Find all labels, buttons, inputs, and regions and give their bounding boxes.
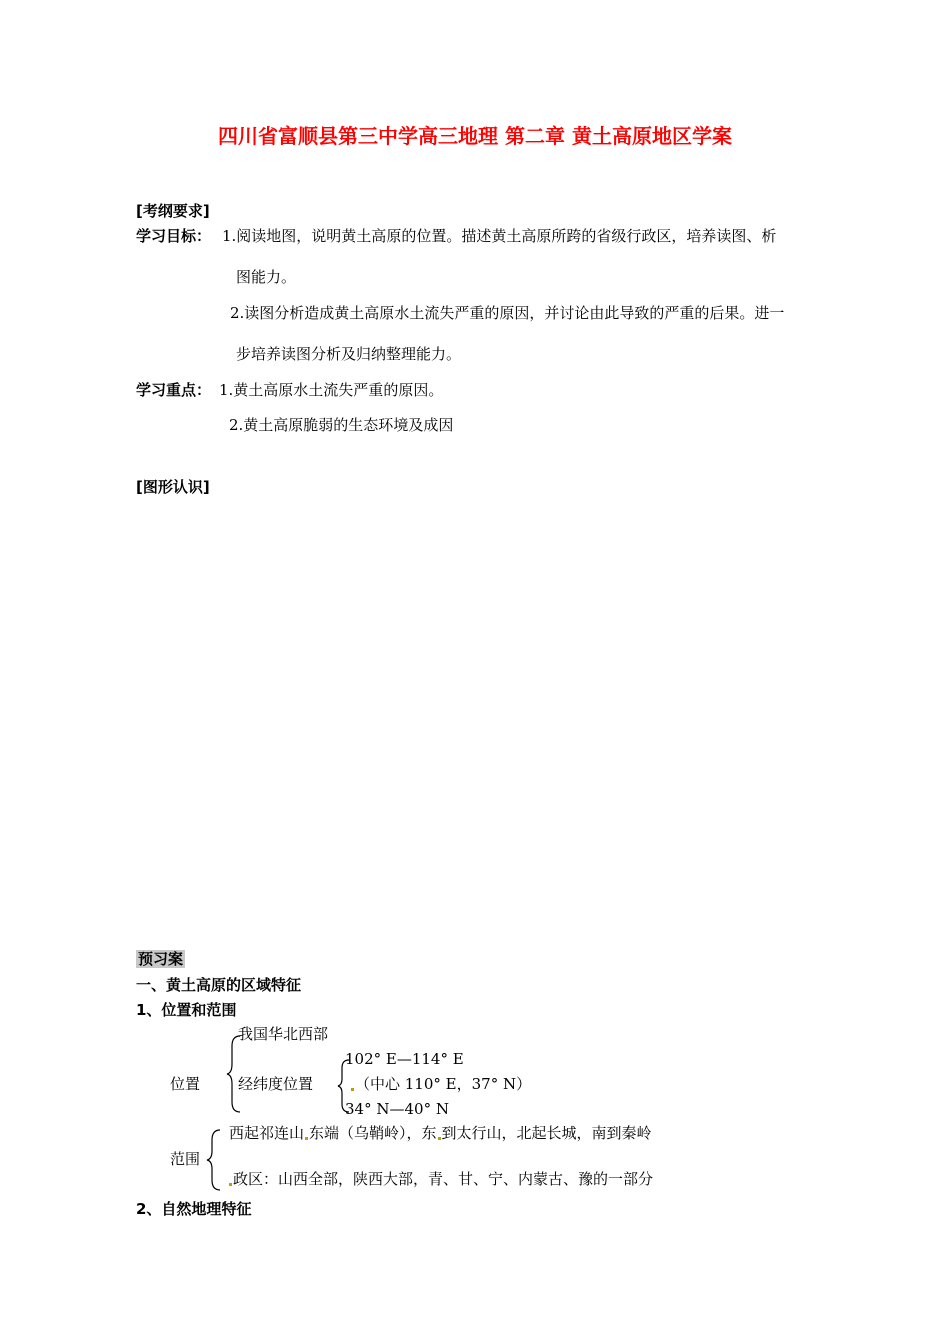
sub1-heading: 1、位置和范围: [136, 1001, 237, 1019]
section1-heading: 一、黄土高原的区域特征: [136, 976, 302, 994]
range-item2-row: [228, 1170, 653, 1188]
position-item1: 我国华北西部: [238, 1025, 329, 1043]
mark-dot: [229, 1183, 232, 1186]
lonlat-center: （中心 110° E，37° N）: [355, 1075, 532, 1093]
goals-label: 学习目标：: [136, 227, 212, 245]
position-brace: [226, 1034, 242, 1114]
position-label: 位置: [170, 1075, 201, 1093]
range-item1-part1: 西起祁连山: [229, 1124, 305, 1142]
preview-header: [136, 950, 185, 968]
goal1-line1: 1.阅读地图，说明黄土高原的位置。描述黄土高原所跨的省级行政区，培养读图、析: [222, 227, 777, 245]
figure-header: [图形认识]: [136, 478, 210, 496]
range-item1: [229, 1124, 652, 1142]
lonlat-longitude: 102° E—114° E: [345, 1050, 464, 1068]
mark-dot: [438, 1137, 441, 1140]
mark-dot: [351, 1088, 354, 1091]
kaogang-header: [考纲要求]: [136, 202, 210, 220]
lonlat-latitude: 34° N—40° N: [345, 1100, 449, 1118]
range-item1-part2: 东端（乌鞘岭），东: [309, 1124, 437, 1142]
range-item1-part3: 到太行山，北起长城，南到秦岭: [441, 1124, 652, 1142]
preview-header-text: 预习案: [138, 950, 184, 968]
mark-dot: [305, 1137, 308, 1140]
position-item2: 经纬度位置: [238, 1075, 314, 1093]
page-title: 四川省富顺县第三中学高三地理 第二章 黄土高原地区学案: [218, 124, 732, 148]
key-label: 学习重点：: [136, 381, 212, 399]
range-label: 范围: [170, 1150, 201, 1168]
goal2-line1: 2.读图分析造成黄土高原水土流失严重的原因，并讨论由此导致的严重的后果。进一: [230, 304, 785, 322]
sub2-heading: 2、自然地理特征: [136, 1200, 252, 1218]
goal2-line2: 步培养读图分析及归纳整理能力。: [236, 345, 462, 363]
key1: 1.黄土高原水土流失严重的原因。: [219, 381, 444, 399]
range-brace: [206, 1128, 222, 1192]
key2: 2.黄土高原脆弱的生态环境及成因: [229, 416, 454, 434]
goal1-line2: 图能力。: [236, 268, 297, 286]
range-item2: 政区：山西全部，陕西大部，青、甘、宁、内蒙古、豫的一部分: [233, 1170, 654, 1188]
lonlat-center-row: [350, 1075, 531, 1093]
